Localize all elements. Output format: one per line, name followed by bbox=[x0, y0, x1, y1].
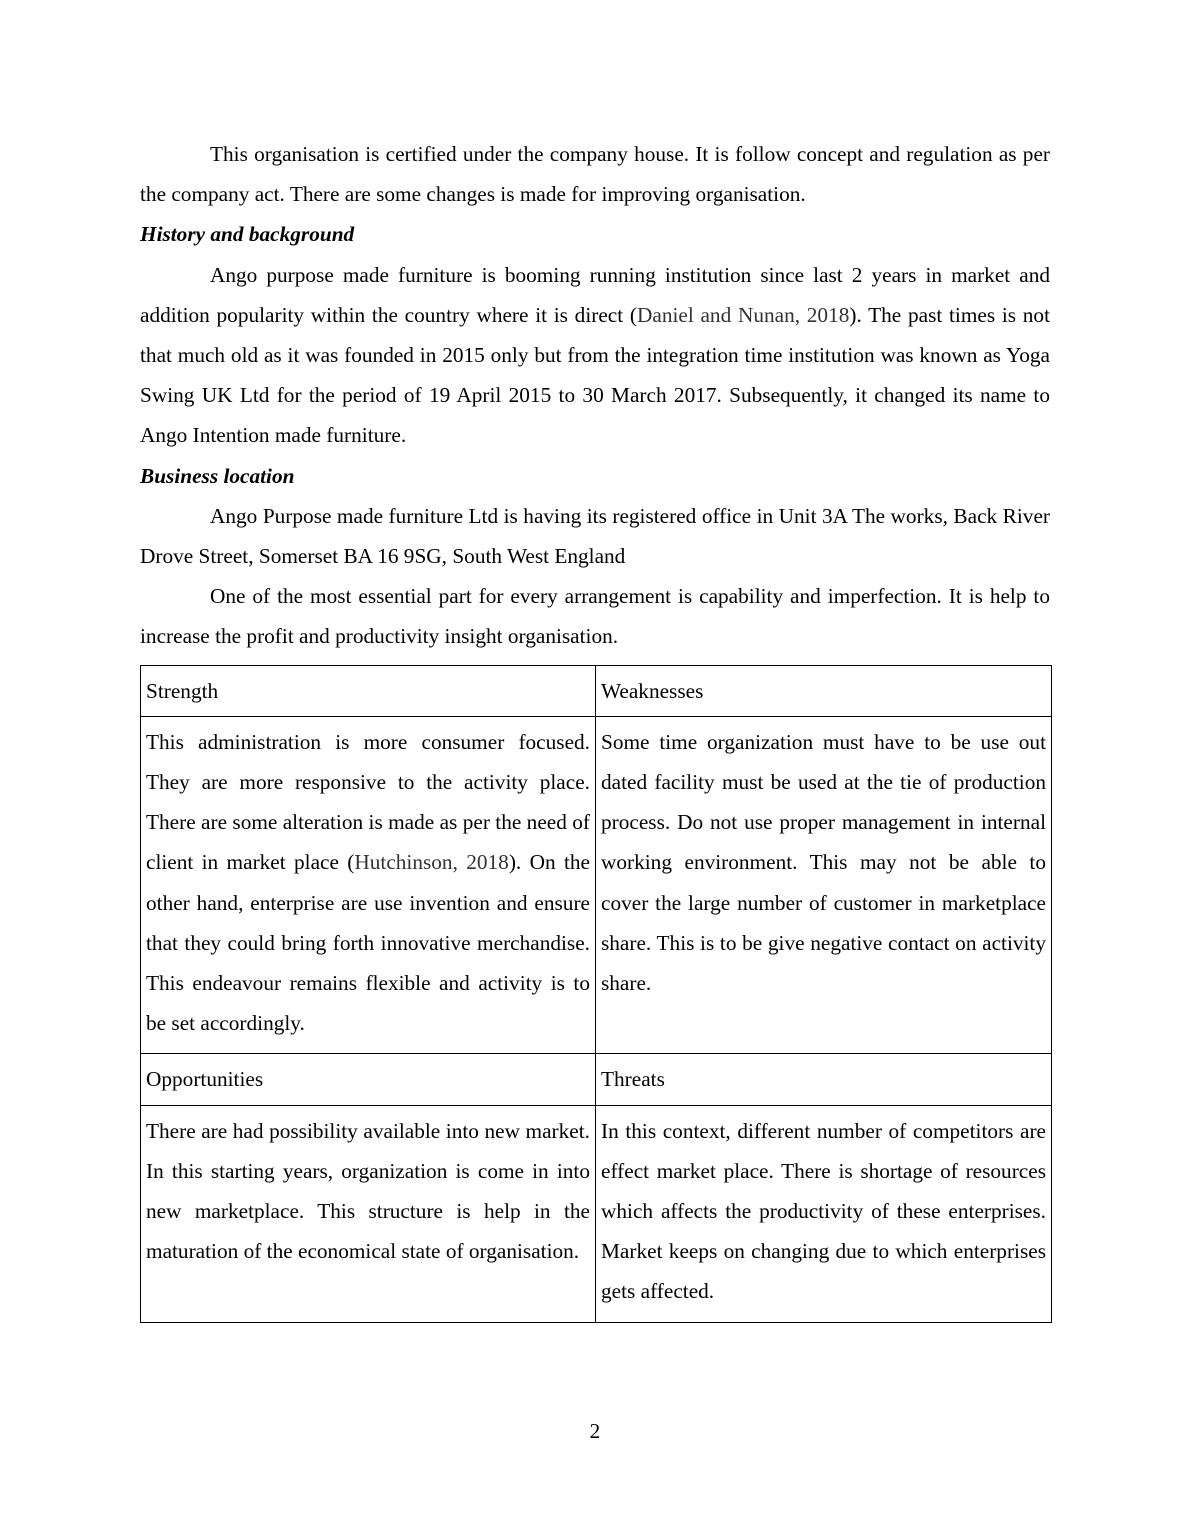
location-heading: Business location bbox=[140, 463, 295, 488]
threats-header: Threats bbox=[596, 1054, 1052, 1105]
history-paragraph bbox=[140, 255, 1050, 456]
swot-table bbox=[140, 665, 1052, 1323]
strength-citation: Hutchinson, 2018 bbox=[354, 850, 509, 875]
history-text-part2: ). The past times is not that much old as it was founded in 2015 only but from the integration time institution was known as Yoga Swing UK Ltd for the period of 19 April 2015 to 30 March 2017. Subsequently, it changed its name to Ango Intention made furniture. bbox=[140, 302, 1050, 448]
strength-text-part2: ). On the other hand, enterprise are use invention and ensure that they could bring forth innovative merchandise. This endeavour remains flexible and activity is to be set accordingly. bbox=[146, 850, 590, 1036]
opportunities-cell: There are had possibility available into new market. In this starting years, organization is come in into new marketplace. This structure is help in the maturation of the economical state of organisation. bbox=[141, 1105, 596, 1322]
strength-text-part1: This administration is more consumer focused. They are more responsive to the activity place. There are some alteration is made as per the need of client in market place ( bbox=[146, 729, 590, 875]
location-paragraph: Ango Purpose made furniture Ltd is having its registered office in Unit 3A The works, Back River Drove Street, Somerset BA 16 9SG, South West England bbox=[140, 503, 1050, 569]
opportunities-header: Opportunities bbox=[141, 1054, 596, 1105]
history-citation: Daniel and Nunan, 2018 bbox=[636, 302, 850, 327]
history-heading: History and background bbox=[140, 222, 355, 247]
intro-paragraph: This organisation is certified under the company house. It is follow concept and regulation as per the company act. There are some changes is made for improving organisation. bbox=[140, 142, 1050, 207]
page-number: 2 bbox=[589, 1419, 601, 1443]
swot-header-row-2 bbox=[141, 1054, 1052, 1105]
threats-cell: In this context, different number of competitors are effect market place. There is shortage of resources which affects the productivity of these enterprises. Market keeps on changing due to which enterprises gets affected. bbox=[596, 1105, 1052, 1322]
swot-header-row-1 bbox=[141, 665, 1052, 716]
swot-body-row-1 bbox=[141, 716, 1052, 1054]
history-text-part1: Ango purpose made furniture is booming running institution since last 2 years in market and addition popularity within the country where it is direct ( bbox=[140, 262, 1050, 327]
swot-intro-paragraph: One of the most essential part for every arrangement is capability and imperfection. It is help to increase the profit and productivity insight organisation. bbox=[140, 584, 1050, 649]
swot-body-row-2 bbox=[141, 1105, 1052, 1322]
strength-header: Strength bbox=[141, 665, 596, 716]
weaknesses-header: Weaknesses bbox=[596, 665, 1052, 716]
weaknesses-cell: Some time organization must have to be use out dated facility must be used at the tie of production process. Do not use proper management in internal working environment. This may not be able to cover the large number of customer in marketplace share. This is to be give negative contact on activity share. bbox=[596, 716, 1052, 1054]
strength-cell bbox=[141, 716, 596, 1054]
document-page bbox=[140, 134, 1050, 1323]
